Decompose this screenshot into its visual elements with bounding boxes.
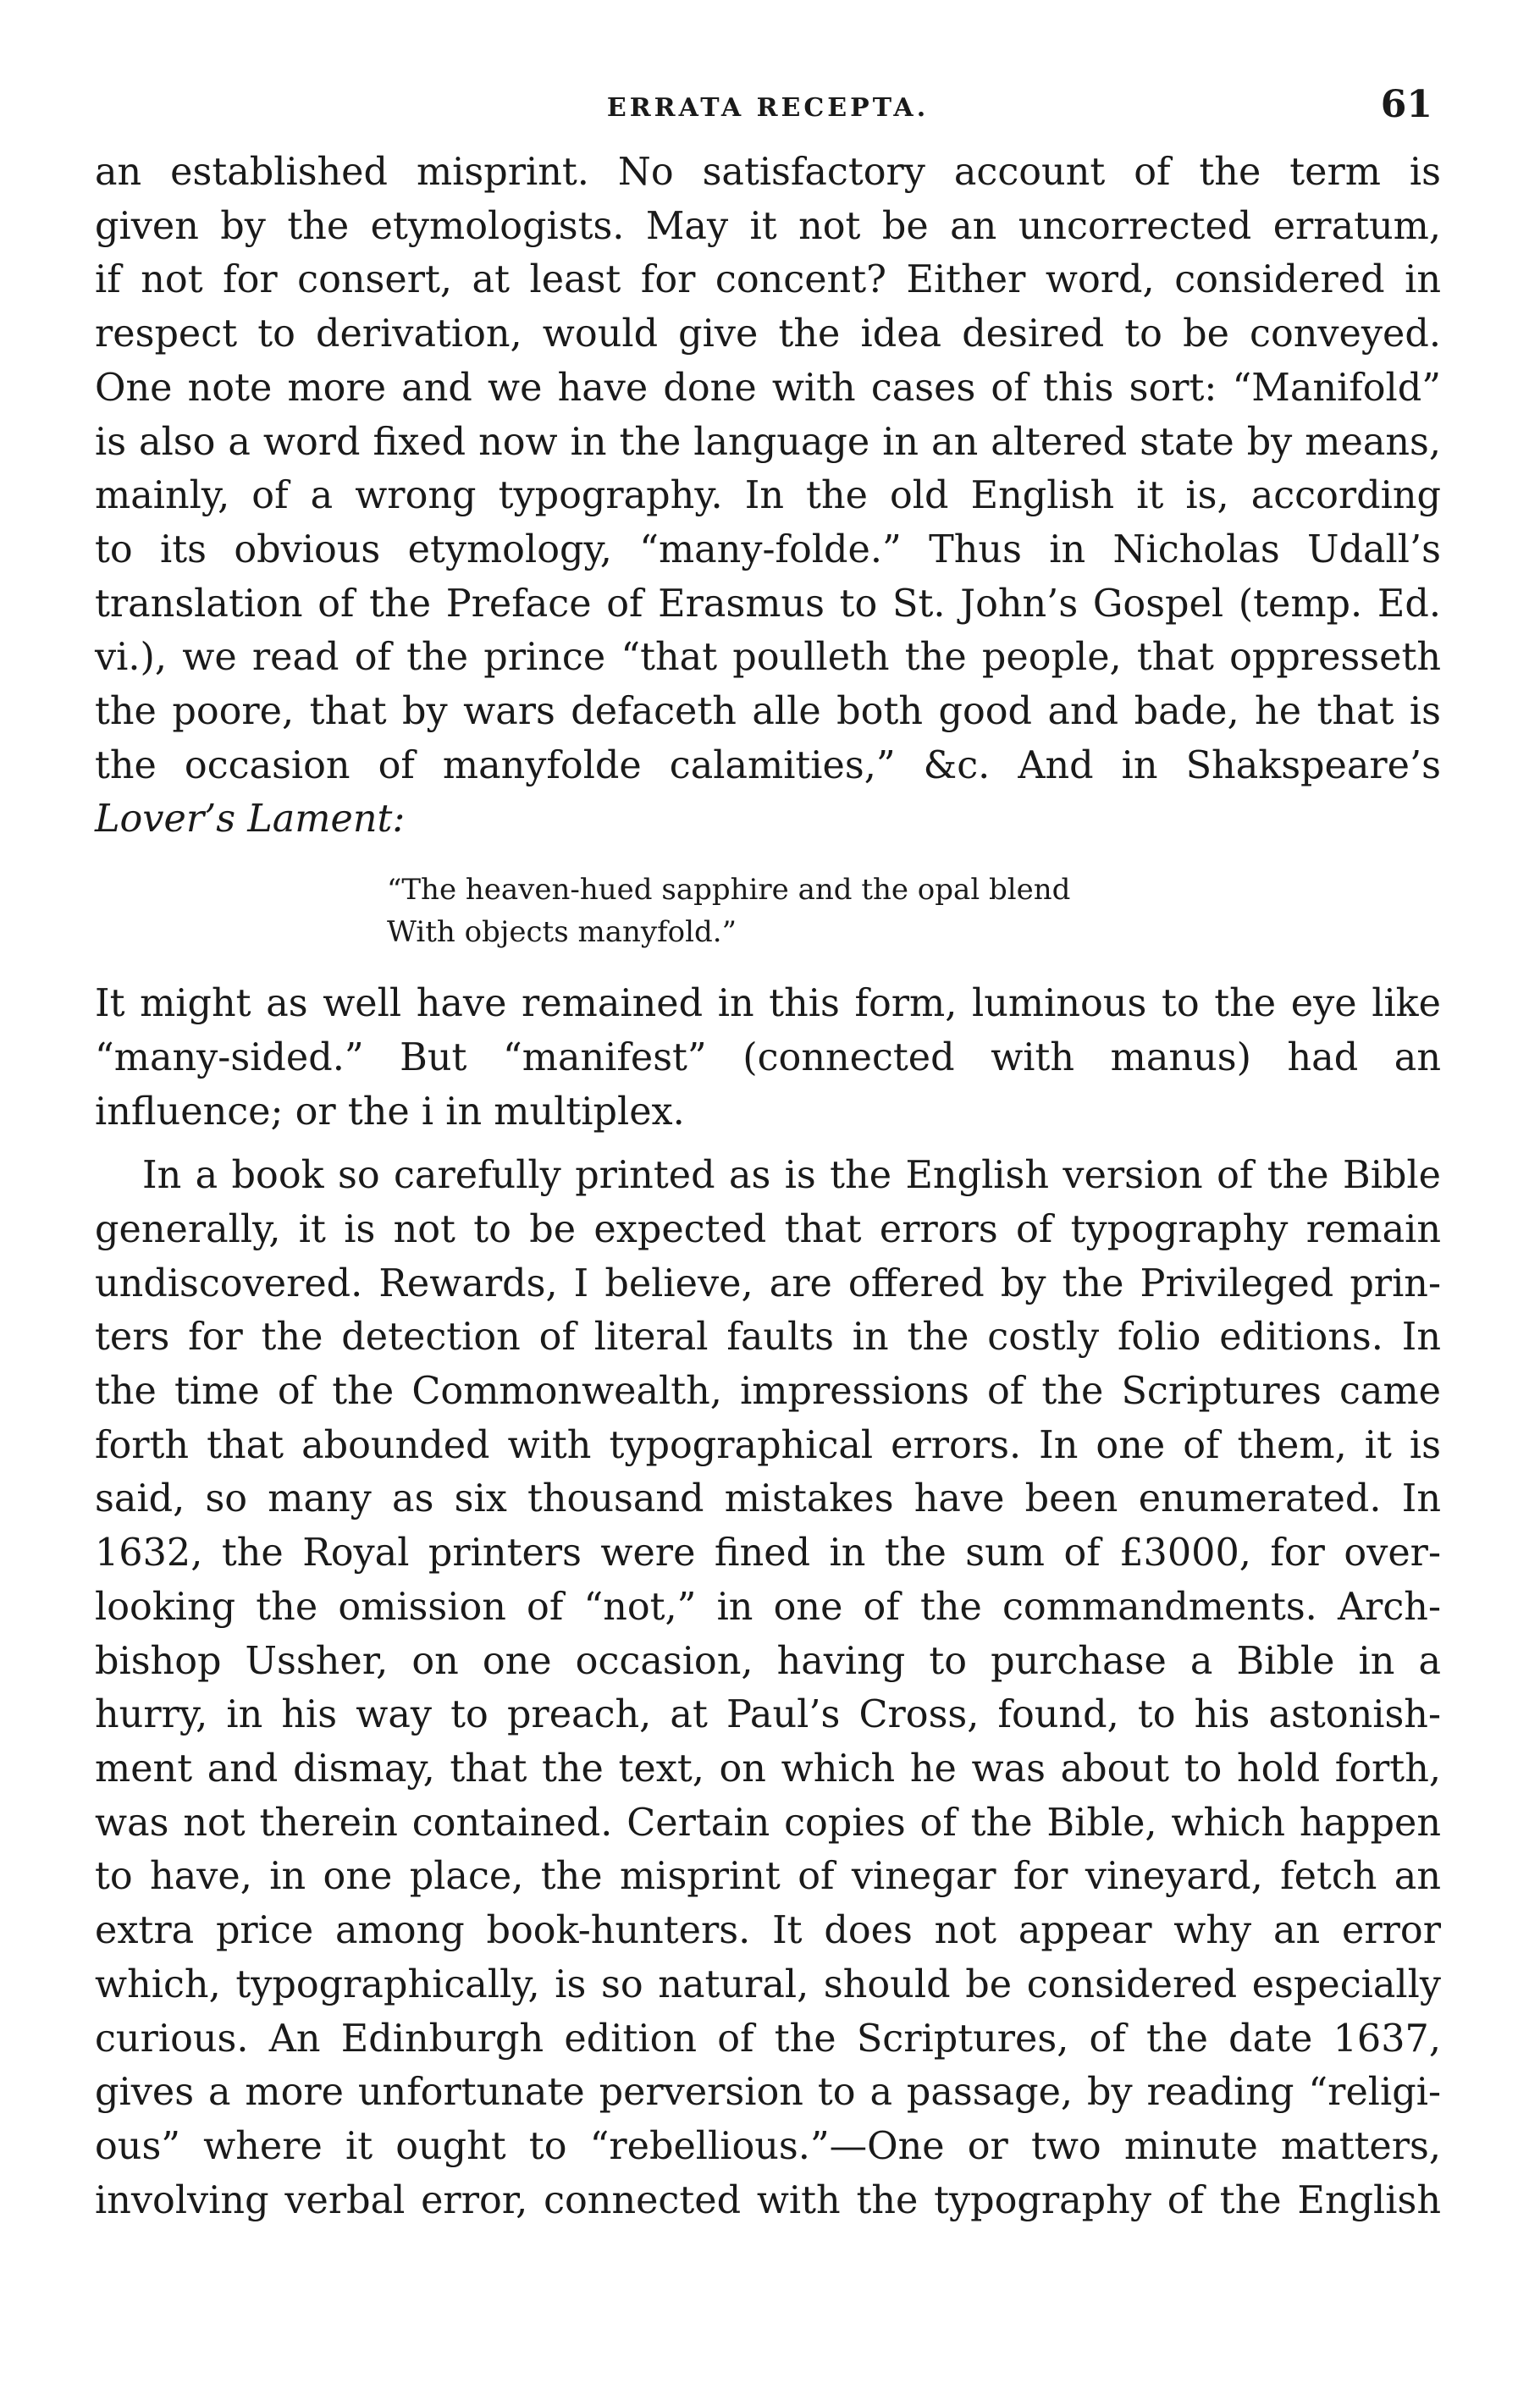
text-line: the occasion of manyfolde calamities,” &c. And in Shakspeare’s xyxy=(95,743,1441,787)
text-line: looking the omission of “not,” in one of the commandments. Arch- xyxy=(95,1585,1441,1629)
text-line: to its obvious etymology, “many-folde.” Thus in Nicholas Udall’s xyxy=(95,527,1441,571)
text-line: extra price among book-hunters. It does not appear why an error xyxy=(95,1909,1441,1953)
text-line: if not for consert, at least for concent? Either word, considered in xyxy=(95,258,1441,302)
quote-line: “The heaven-hued sapphire and the opal blend xyxy=(387,873,1071,908)
text-line: generally, it is not to be expected that errors of typography remain xyxy=(95,1207,1441,1251)
text-line: undiscovered. Rewards, I believe, are offered by the Privileged prin- xyxy=(95,1261,1441,1305)
text-line: vi.), we read of the prince “that poulleth the people, that oppresseth xyxy=(95,636,1441,680)
text-line: to have, in one place, the misprint of vinegar for vineyard, fetch an xyxy=(95,1855,1441,1899)
text-line: hurry, in his way to preach, at Paul’s Cross, found, to his astonish- xyxy=(95,1693,1441,1737)
text-line: an established misprint. No satisfactory account of the term is xyxy=(95,151,1441,194)
text-line: is also a word fixed now in the language in an altered state by means, xyxy=(95,420,1441,464)
quote-line: With objects manyfold.” xyxy=(387,915,737,950)
text-line: mainly, of a wrong typography. In the old English it is, according xyxy=(95,474,1441,518)
text-line: given by the etymologists. May it not be an uncorrected erratum, xyxy=(95,204,1441,248)
text-line: respect to derivation, would give the idea desired to be conveyed. xyxy=(95,312,1441,356)
text-line: said, so many as six thousand mistakes have been enumerated. In xyxy=(95,1477,1441,1521)
text-line: ment and dismay, that the text, on which he was about to hold forth, xyxy=(95,1747,1441,1791)
text-line: ters for the detection of literal faults in the costly folio editions. In xyxy=(95,1316,1441,1360)
text-line: In a book so carefully printed as is the English version of the Bible xyxy=(142,1154,1441,1198)
text-line: curious. An Edinburgh edition of the Scriptures, of the date 1637, xyxy=(95,2017,1441,2061)
paragraph-1 xyxy=(95,146,1441,847)
text-line: ous” where it ought to “rebellious.”—One or two minute matters, xyxy=(95,2124,1441,2168)
text-line: Lover’s Lament: xyxy=(95,797,406,842)
paragraph-3 xyxy=(95,1149,1441,2227)
text-line: translation of the Preface of Erasmus to St. John’s Gospel (temp. Ed. xyxy=(95,582,1441,626)
text-line: influence; or the i in multiplex. xyxy=(95,1090,685,1134)
text-line: bishop Ussher, on one occasion, having to purchase a Bible in a xyxy=(95,1639,1441,1683)
running-title: ERRATA RECEPTA. xyxy=(606,93,930,123)
text-line: 1632, the Royal printers were fined in the sum of £3000, for over- xyxy=(95,1531,1441,1575)
page-number: 61 xyxy=(1380,83,1432,126)
text-line: was not therein contained. Certain copies of the Bible, which happen xyxy=(95,1801,1441,1845)
verse-quotation xyxy=(387,869,1441,953)
text-line: the poore, that by wars defaceth alle both good and bade, he that is xyxy=(95,690,1441,734)
text-line: involving verbal error, connected with the typography of the English xyxy=(95,2178,1441,2222)
text-line: gives a more unfortunate perversion to a passage, by reading “religi- xyxy=(95,2071,1441,2115)
text-line: which, typographically, is so natural, should be considered especially xyxy=(95,1962,1441,2006)
text-line: forth that abounded with typographical errors. In one of them, it is xyxy=(95,1423,1441,1467)
running-head xyxy=(95,78,1441,146)
book-page xyxy=(95,78,1441,2227)
text-line: the time of the Commonwealth, impressions of the Scriptures came xyxy=(95,1370,1441,1414)
paragraph-2 xyxy=(95,977,1441,1139)
text-line: “many-sided.” But “manifest” (connected with manus) had an xyxy=(95,1035,1441,1079)
text-line: One note more and we have done with cases of this sort: “Manifold” xyxy=(95,366,1441,410)
text-line: It might as well have remained in this form, luminous to the eye like xyxy=(95,982,1441,1026)
